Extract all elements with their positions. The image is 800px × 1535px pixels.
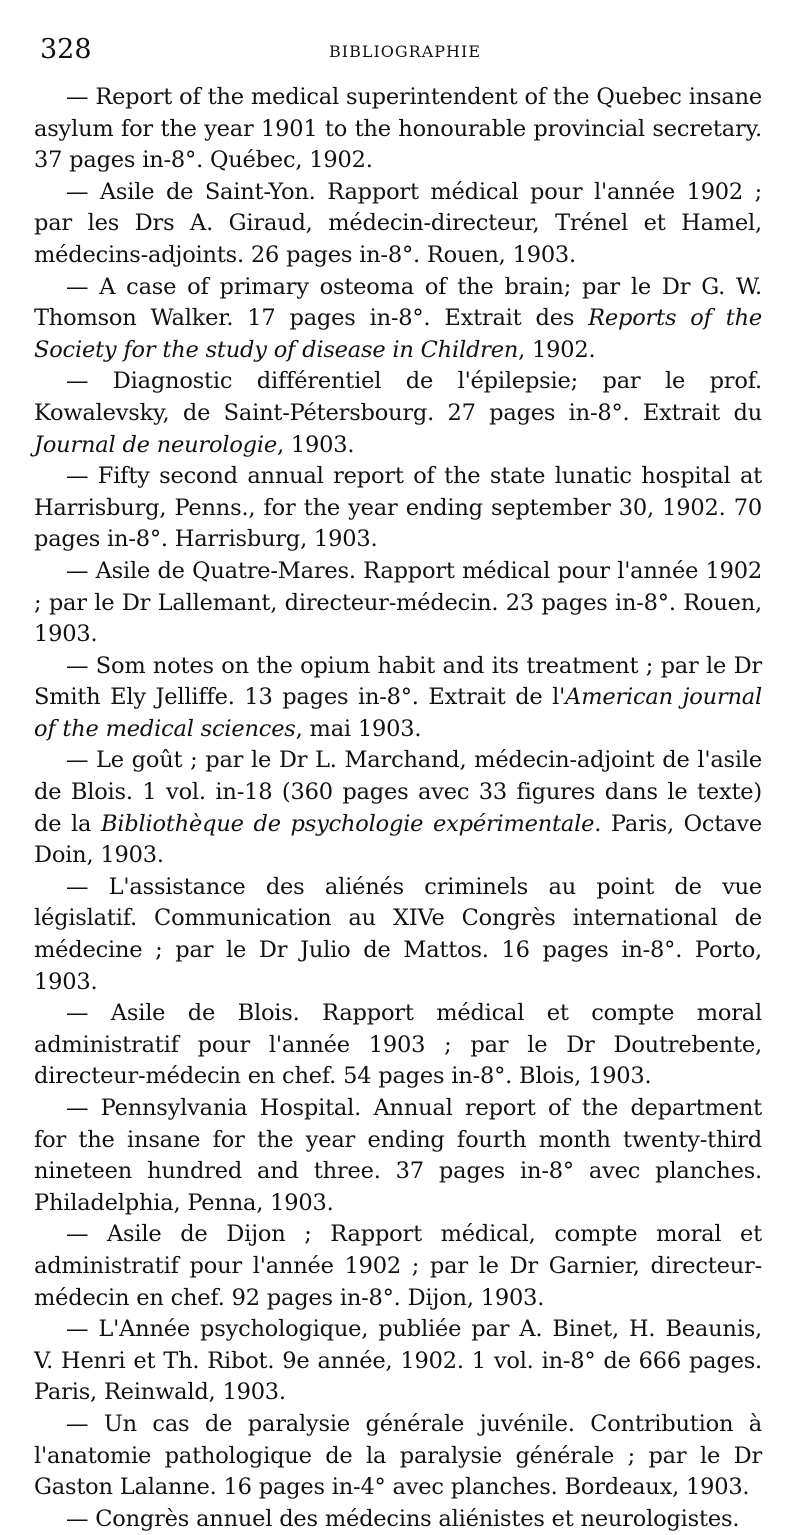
bibliography-entry <box>34 872 762 998</box>
running-title: BIBLIOGRAPHIE <box>329 42 481 61</box>
bibliography-entry <box>34 461 762 556</box>
page-number: 328 <box>40 34 92 65</box>
bibliography-entry <box>34 82 762 177</box>
entry-text: — Som notes on the opium habit and its treatment ; par le Dr Smith Ely Jelliffe. 13 pages in-8°. Extrait de l' <box>34 652 762 711</box>
bibliography-entry <box>34 1314 762 1409</box>
entry-journal-title: Reports of the Society for the study of disease in Children <box>34 305 762 363</box>
entry-text: . Paris, Octave Doin, 1903. <box>34 810 762 869</box>
bibliography-entry <box>34 1504 762 1535</box>
bibliography-list <box>34 82 762 1535</box>
page-header <box>40 34 770 64</box>
entry-text: — L'assistance des aliénés criminels au point de vue législatif. Communication au XIVe Congrès international de médecine ; par le Dr Julio de Mattos. 16 pages in-8°. Porto, 1903. <box>34 873 762 995</box>
entry-text: , 1902. <box>518 336 596 363</box>
entry-journal-title: Journal de neurologie <box>34 431 277 458</box>
entry-text: , 1903. <box>277 431 355 458</box>
entry-text: — Asile de Blois. Rapport médical et compte moral administratif pour l'année 1903 ; par le Dr Doutrebente, directeur-médecin en chef. 54 pages in-8°. Blois, 1903. <box>34 1000 762 1090</box>
entry-text: — Asile de Saint-Yon. Rapport médical pour l'année 1902 ; par les Drs A. Giraud, médecin-directeur, Trénel et Hamel, médecins-adjoints. 26 pages in-8°. Rouen, 1903. <box>34 178 762 268</box>
bibliography-entry <box>34 651 762 746</box>
entry-text: — A case of primary osteoma of the brain; par le Dr G. W. Thomson Walker. 17 pages in-8°. Extrait des <box>34 273 762 332</box>
entry-text: — Fifty second annual report of the state lunatic hospital at Harrisburg, Penns., for the year ending september 30, 1902. 70 pages in-8°. Harrisburg, 1903. <box>34 463 762 553</box>
bibliography-entry <box>34 745 762 871</box>
entry-text: — Diagnostic différentiel de l'épilepsie; par le prof. Kowalevsky, de Saint-Pétersbourg. 27 pages in-8°. Extrait du <box>34 368 762 426</box>
entry-text: — Congrès annuel des médecins aliénistes et neurologistes. <box>66 1505 740 1532</box>
bibliography-entry <box>34 272 762 367</box>
entry-text: — Un cas de paralysie générale juvénile. Contribution à l'anatomie pathologique de la paralysie générale ; par le Dr Gaston Lalanne. 16 pages in-4° avec planches. Bordeaux, 1903. <box>34 1410 762 1501</box>
entry-journal-title: American journal of the medical sciences <box>34 684 763 742</box>
entry-text: — Report of the medical superintendent of the Quebec insane asylum for the year 1901 to the honourable provincial secretary. 37 pages in-8°. Québec, 1902. <box>34 84 762 174</box>
bibliography-entry <box>34 998 762 1093</box>
entry-text: — Le goût ; par le Dr L. Marchand, médecin-adjoint de l'asile de Blois. 1 vol. in-18 (360 pages avec 33 figures dans le texte) de la <box>34 747 762 837</box>
entry-text: , mai 1903. <box>295 715 422 742</box>
entry-text: — L'Année psychologique, publiée par A. Binet, H. Beaunis, V. Henri et Th. Ribot. 9e année, 1902. 1 vol. in-8° de 666 pages. Paris, Reinwald, 1903. <box>34 1316 762 1406</box>
entry-text: — Pennsylvania Hospital. Annual report of the department for the insane for the year ending fourth month twenty-third nineteen hundred and three. 37 pages in-8° avec planches. Philadelphia, Penna, 1903. <box>34 1095 762 1216</box>
bibliography-entry <box>34 556 762 651</box>
bibliography-entry <box>34 1093 762 1219</box>
entry-text: — Asile de Quatre-Mares. Rapport médical pour l'année 1902 ; par le Dr Lallemant, directeur-médecin. 23 pages in-8°. Rouen, 1903. <box>34 557 762 648</box>
entry-text: — Asile de Dijon ; Rapport médical, compte moral et administratif pour l'année 1902 ; par le Dr Garnier, directeur-médecin en chef. 92 pages in-8°. Dijon, 1903. <box>34 1221 762 1311</box>
entry-series-title: Bibliothèque de psychologie expérimentale <box>101 810 595 837</box>
bibliography-entry <box>34 1219 762 1314</box>
bibliography-entry <box>34 366 762 461</box>
bibliography-entry <box>34 1409 762 1504</box>
bibliography-entry <box>34 177 762 272</box>
